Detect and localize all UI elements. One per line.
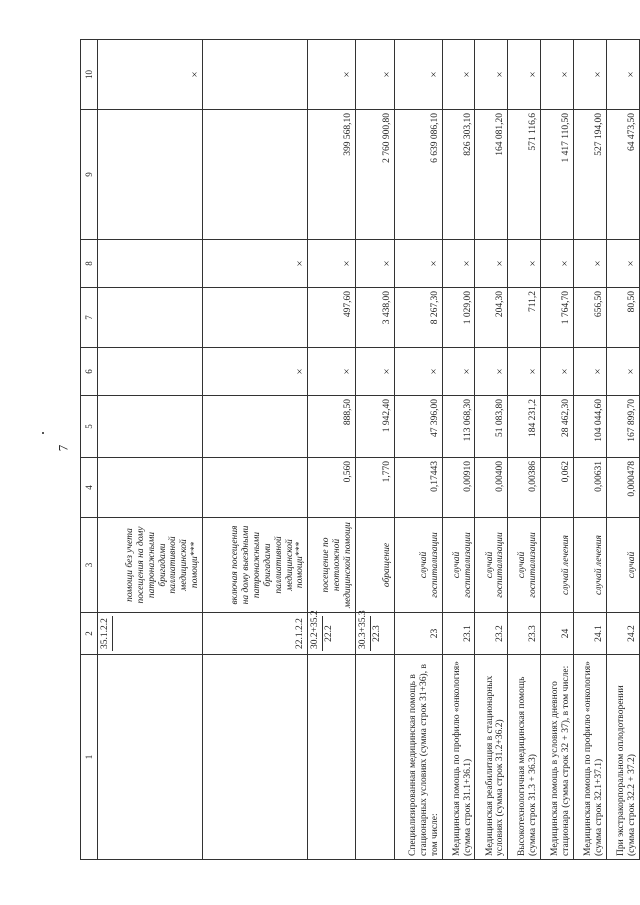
value-cell-text: × [625,260,638,267]
value-cell-text: 51 083,80 [495,399,506,437]
value-cell-text: 64 473,50 [627,113,638,151]
header-cell: 7 [81,288,98,348]
value-cell [574,288,607,348]
row-code [442,613,475,655]
unit-cell [98,518,203,613]
value-cell-text: × [526,368,539,375]
value-cell-text: 1 029,00 [462,291,473,325]
value-cell-text: 1 942,40 [382,399,393,433]
value-cell-text: 1 764,70 [561,291,572,325]
value-cell-text: 711,2 [528,291,539,313]
value-cell [508,458,541,518]
value-cell [574,458,607,518]
value-cell-text: × [427,71,440,78]
row-code-alt: 35.1.2.2 [100,618,110,649]
header-cell: 3 [81,518,98,613]
header-cell: 10 [81,40,98,110]
value-cell [442,458,475,518]
value-cell-text: 164 081,20 [495,113,506,156]
row-code-text: 23 [429,628,440,639]
value-cell-text: 104 044,60 [594,399,605,442]
row-label-text: Высокотехнологичная медицинская помощь (сумма строк 31.3 + 36.3) [517,676,539,856]
value-cell [203,288,308,348]
value-cell [308,458,355,518]
value-cell [442,396,475,458]
value-cell [607,458,640,518]
value-cell [475,288,508,348]
value-cell-text: × [293,260,306,267]
unit-cell-text: помощи без учета посещения на дому патронажными бригадами паллиативной медицинской помощи*** [124,526,201,604]
row-label [395,655,442,860]
unit-cell [395,518,442,613]
value-cell [308,240,355,288]
value-cell [98,288,203,348]
value-cell [355,458,395,518]
value-cell-text: 47 396,00 [429,399,440,437]
value-cell-text: × [625,71,638,78]
unit-cell [308,518,355,613]
value-cell-text: × [341,71,354,78]
value-cell-text: 888,50 [342,399,353,426]
row-code-text: 22.1.2.2 [295,618,306,649]
value-cell-text: × [380,260,393,267]
value-cell-text: 527 194,00 [594,113,605,156]
table-row [508,40,541,860]
value-cell-text: × [427,368,440,375]
value-cell [607,110,640,240]
row-code-text: 24.1 [594,625,605,642]
value-cell [442,348,475,396]
table-row [442,40,475,860]
value-cell-text: × [380,71,393,78]
value-cell [541,458,574,518]
value-cell-text: × [380,368,393,375]
value-cell-text: × [341,260,354,267]
value-cell [355,288,395,348]
value-cell [475,240,508,288]
value-cell [541,348,574,396]
value-cell-text: × [559,71,572,78]
unit-cell [442,518,475,613]
value-cell-text: × [592,71,605,78]
value-cell-text: 0,000478 [627,461,638,497]
value-cell [508,288,541,348]
value-cell-text: 571 116,6 [528,113,539,151]
value-cell-text: × [625,368,638,375]
value-cell [607,348,640,396]
unit-cell-text: случай [627,551,638,579]
value-cell [98,240,203,288]
value-cell [508,396,541,458]
row-code-text: 24.2 [627,625,638,642]
value-cell [395,288,442,348]
table-body [98,40,640,860]
value-cell [475,458,508,518]
row-code [355,610,395,655]
unit-cell-text: включая посещения на дому выездными патронажными бригадами паллиативной медицинской помощи*** [229,525,306,605]
value-cell-text: × [188,71,201,78]
value-cell-text: 80,50 [627,291,638,313]
row-label [475,655,508,860]
value-cell-text: 0,00386 [528,461,539,492]
unit-cell [355,518,395,613]
value-cell [475,110,508,240]
value-cell [442,40,475,110]
value-cell-text: × [493,368,506,375]
row-code-text: 24 [561,628,572,639]
value-cell [475,396,508,458]
value-cell [395,396,442,458]
value-cell-text: × [293,368,306,375]
value-cell [442,240,475,288]
row-code-main [112,616,115,651]
value-cell-text: × [341,368,354,375]
unit-cell-text: случай лечения [594,535,605,595]
value-cell [541,288,574,348]
unit-cell [203,518,308,613]
row-label-text: Специализированная медицинская помощь в стационарных условиях (сумма строк 31+36), в том числе: [407,664,440,856]
table-row [98,40,203,860]
value-cell [508,348,541,396]
unit-cell [541,518,574,613]
row-label-text: Медицинская реабилитация в стационарных условиях (сумма строк 31.2+36.2) [484,675,506,856]
value-cell-text: × [493,71,506,78]
value-cell [607,40,640,110]
scan-artifact-dot [42,432,44,434]
value-cell-text: 6 639 086,10 [429,113,440,163]
value-cell-text: 167 899,70 [627,399,638,442]
header-cell: 2 [81,613,98,655]
value-cell-text: × [493,260,506,267]
value-cell [395,110,442,240]
table-row [541,40,574,860]
unit-cell-text: случай госпитализации [484,532,506,598]
row-code [607,613,640,655]
value-cell-text: 826 303,10 [462,113,473,156]
row-code-text: 23.2 [495,625,506,642]
value-cell [308,348,355,396]
value-cell [395,458,442,518]
value-cell-text: 0,00910 [462,461,473,492]
value-cell [541,40,574,110]
row-label [308,655,355,860]
data-table [80,39,640,860]
row-label-text: Медицинская помощь по профилю «онкология» (сумма строк 32.1+37.1) [583,661,605,856]
value-cell-text: 28 462,30 [561,399,572,437]
value-cell-text: 184 231,2 [528,399,539,437]
value-cell [574,240,607,288]
value-cell [395,348,442,396]
header-cell: 4 [81,458,98,518]
value-cell [308,40,355,110]
value-cell-text: × [526,71,539,78]
row-code [475,613,508,655]
value-cell [541,396,574,458]
value-cell [203,458,308,518]
value-cell-text: × [460,368,473,375]
row-code [98,613,203,655]
unit-cell [607,518,640,613]
header-cell: 9 [81,110,98,240]
header-row [81,40,98,860]
row-code [574,613,607,655]
header-cell: 8 [81,240,98,288]
unit-cell [574,518,607,613]
value-cell [475,40,508,110]
row-code-text: 23.3 [528,625,539,642]
row-label [607,655,640,860]
value-cell [541,240,574,288]
unit-cell-text: обращение [382,542,393,588]
value-cell [355,40,395,110]
header-cell: 1 [81,655,98,860]
value-cell-text: × [427,260,440,267]
value-cell [203,40,308,110]
value-cell-text: 399 568,10 [342,113,353,156]
value-cell [574,396,607,458]
row-code [203,613,308,655]
row-code-main: 22.3 [370,616,384,651]
value-cell-text: 3 438,00 [382,291,393,325]
table-row [475,40,508,860]
value-cell [508,40,541,110]
value-cell-text: × [460,260,473,267]
value-cell [541,110,574,240]
value-cell [308,396,355,458]
unit-cell-text: случай госпитализации [418,532,440,598]
value-cell-text: 8 267,30 [429,291,440,325]
row-code [308,610,355,655]
row-code-alt: 30.2+35.2 [310,610,321,649]
value-cell-text: 0,00631 [594,461,605,492]
value-cell-text: × [559,368,572,375]
value-cell [607,240,640,288]
row-label-text: Медицинская помощь по профилю «онкология» (сумма строк 31.1+36.1) [451,661,473,856]
unit-cell-text: посещение по неотложной медицинской помощи [320,522,353,608]
table-row [574,40,607,860]
row-label [203,655,308,860]
value-cell [203,348,308,396]
value-cell [607,288,640,348]
value-cell [574,348,607,396]
value-cell [203,240,308,288]
value-cell-text: 1,770 [382,461,393,483]
table-row [355,40,395,860]
row-code-alt: 30.3+35.3 [357,610,368,649]
unit-cell-text: случай госпитализации [517,532,539,598]
row-code [395,613,442,655]
value-cell [355,240,395,288]
value-cell-text: 0,560 [342,461,353,483]
value-cell [98,396,203,458]
value-cell [574,110,607,240]
unit-cell [475,518,508,613]
value-cell-text: × [559,260,572,267]
value-cell [308,288,355,348]
value-cell [355,396,395,458]
value-cell [395,40,442,110]
table-row [308,40,355,860]
rotated-table-container [80,40,640,860]
row-label [98,655,203,860]
unit-cell-text: случай лечения [561,535,572,595]
value-cell [98,348,203,396]
value-cell [508,110,541,240]
row-code [541,613,574,655]
value-cell [442,110,475,240]
row-label [442,655,475,860]
value-cell [98,40,203,110]
value-cell [442,288,475,348]
table-row [203,40,308,860]
row-code-text: 23.1 [462,625,473,642]
value-cell-text: 656,50 [594,291,605,318]
value-cell [475,348,508,396]
page-number: 7 [55,444,71,452]
row-label [355,655,395,860]
value-cell [98,110,203,240]
value-cell-text: 113 068,30 [462,399,473,442]
value-cell [203,396,308,458]
value-cell-text: 0,00400 [495,461,506,492]
value-cell [355,110,395,240]
row-code-main: 22.2 [322,616,336,651]
unit-cell-text: случай госпитализации [451,532,473,598]
value-cell-text: 204,30 [495,291,506,318]
value-cell [574,40,607,110]
unit-cell [508,518,541,613]
header-cell: 5 [81,396,98,458]
table-row [395,40,442,860]
header-cell: 6 [81,348,98,396]
row-label-text: При экстракорпоральном оплодотворении (сумма строк 32.2 + 37.2) [616,685,638,856]
value-cell-text: 497,60 [342,291,353,318]
value-cell-text: 1 417 110,50 [561,113,572,163]
value-cell-text: × [592,260,605,267]
value-cell-text: 0,17443 [429,461,440,492]
value-cell [607,396,640,458]
value-cell [203,110,308,240]
row-label [508,655,541,860]
row-code [508,613,541,655]
value-cell-text: × [460,71,473,78]
value-cell [98,458,203,518]
row-label-text: Медицинская помощь в условиях дневного стационара (сумма строк 32 + 37), в том числе: [550,665,572,856]
row-label [541,655,574,860]
value-cell [355,348,395,396]
value-cell-text: × [526,260,539,267]
value-cell-text: 2 760 900,80 [382,113,393,163]
value-cell [395,240,442,288]
value-cell [508,240,541,288]
value-cell-text: 0,062 [561,461,572,483]
table-row [607,40,640,860]
row-label [574,655,607,860]
value-cell-text: × [592,368,605,375]
value-cell [308,110,355,240]
